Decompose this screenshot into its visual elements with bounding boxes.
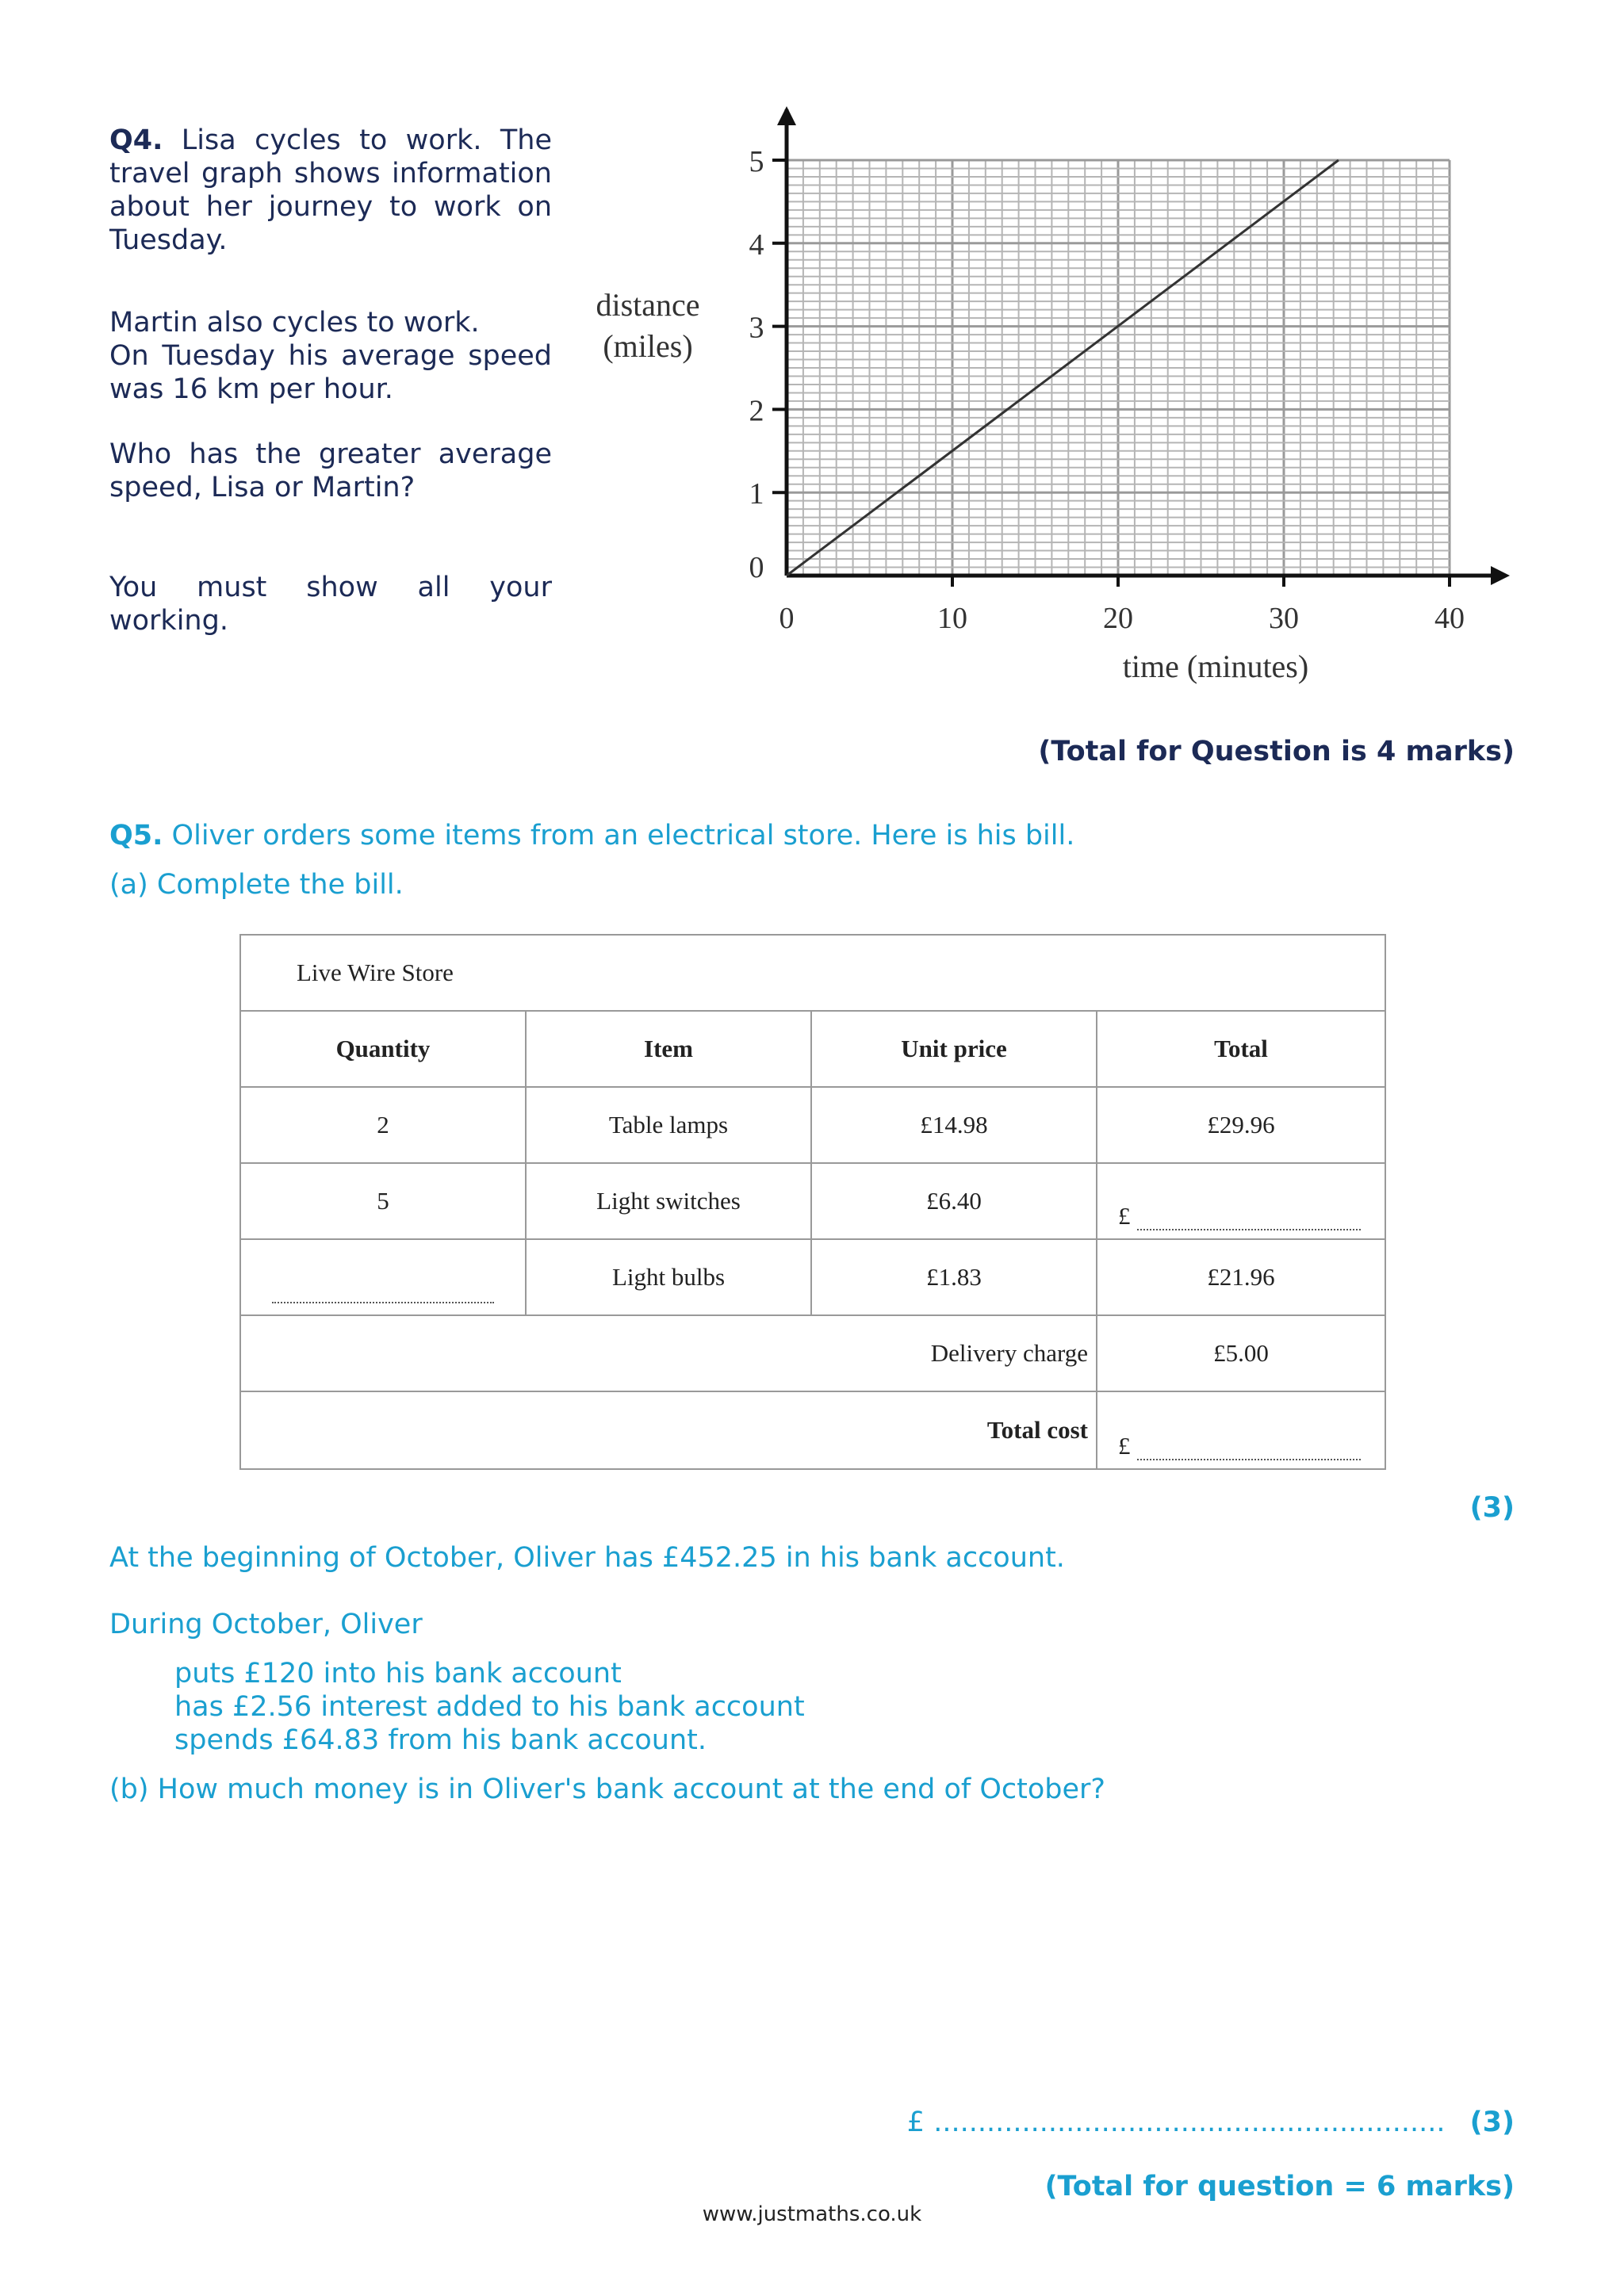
x-axis-label: time (minutes): [1122, 649, 1309, 684]
q5-total: (Total for question = 6 marks): [1044, 2171, 1515, 2202]
q4-instruction-text: You must show all your working.: [109, 572, 552, 637]
y-tick-label: 2: [749, 394, 764, 428]
bill-row2-total-answer[interactable]: [1096, 1162, 1386, 1240]
y-tick-label: 5: [749, 145, 764, 178]
q5-bank-line: At the beginning of October, Oliver has £452.25 in his bank account.: [109, 1542, 1065, 1574]
answer-dotted-line: [272, 1302, 494, 1303]
q5-marks-a: (3): [1469, 1492, 1515, 1524]
q5-during: During October, Oliver: [109, 1609, 423, 1640]
x-tick-label: 20: [1103, 602, 1133, 635]
q4-martin-line1: Martin also cycles to work.: [109, 307, 480, 339]
bill-row1-total: £29.96: [1096, 1086, 1386, 1164]
graph-grid: [787, 160, 1450, 576]
bill-store-name: Live Wire Store: [239, 934, 1386, 1012]
q5-bullets: [174, 1657, 805, 1757]
bill-delivery-value: £5.00: [1096, 1314, 1386, 1392]
bill-header-item: Item: [525, 1010, 812, 1088]
x-tick-label: 10: [937, 602, 967, 635]
bill-row3-item: Light bulbs: [525, 1238, 812, 1316]
q4-label: Q4.: [109, 124, 163, 156]
q4-martin-line2: On Tuesday his average speed was 16 km per hour.: [109, 340, 552, 405]
bill-table: [239, 934, 1386, 1473]
y-axis-label-line1: distance: [596, 287, 700, 323]
pound-sign: £: [1118, 1202, 1131, 1230]
bill-row1-unit-price: £14.98: [810, 1086, 1097, 1164]
q5-bullet-3: spends £64.83 from his bank account.: [174, 1724, 707, 1756]
bill-header-quantity: Quantity: [239, 1010, 527, 1088]
y-axis-arrow: [777, 106, 796, 125]
bill-total-cost-label: Total cost: [239, 1391, 1097, 1470]
y-axis-label-line2: (miles): [603, 328, 693, 364]
y-tick-label: 3: [749, 311, 764, 345]
bill-row1-quantity: 2: [239, 1086, 527, 1164]
bill-row2-quantity: 5: [239, 1162, 527, 1240]
q4-question: [109, 438, 552, 504]
bill-header-unit-price: Unit price: [810, 1010, 1097, 1088]
bill-header-total: Total: [1096, 1010, 1386, 1088]
q4-instruction: [109, 571, 552, 637]
answer-dotted-line: [1137, 1229, 1361, 1230]
travel-graph: [571, 101, 1515, 704]
bill-row3-unit-price: £1.83: [810, 1238, 1097, 1316]
bill-row1-item: Table lamps: [525, 1086, 812, 1164]
q4-intro-text: Lisa cycles to work. The travel graph shows information about her journey to work on Tuesday.: [109, 124, 552, 256]
bill-delivery-label: Delivery charge: [239, 1314, 1097, 1392]
bill-row3-quantity-answer[interactable]: [239, 1238, 527, 1316]
x-axis-arrow: [1491, 566, 1510, 585]
q5-part-b: (b) How much money is in Oliver's bank account at the end of October?: [109, 1774, 1105, 1805]
q4-total: (Total for Question is 4 marks): [1038, 736, 1515, 767]
answer-dots: ..........................................................: [933, 2107, 1446, 2138]
answer-pound-sign: £: [906, 2107, 925, 2138]
q4-intro: [109, 124, 552, 257]
bill-total-cost-answer[interactable]: [1096, 1391, 1386, 1470]
q5-intro: [109, 819, 1074, 852]
y-tick-label: 4: [749, 228, 764, 262]
y-tick-label: 1: [749, 477, 764, 511]
footer-url: www.justmaths.co.uk: [702, 2202, 922, 2226]
q4-question-text: Who has the greater average speed, Lisa or Martin?: [109, 438, 552, 503]
y-tick-label: 0: [749, 551, 764, 584]
q5-label: Q5.: [109, 820, 163, 851]
q5-part-a: (a) Complete the bill.: [109, 869, 404, 901]
pound-sign: £: [1118, 1432, 1131, 1460]
q5-bullet-1: puts £120 into his bank account: [174, 1658, 622, 1689]
q5-marks-b: (3): [1469, 2107, 1515, 2138]
q5-answer-line[interactable]: [907, 2106, 1515, 2139]
bill-row3-total: £21.96: [1096, 1238, 1386, 1316]
bill-row2-item: Light switches: [525, 1162, 812, 1240]
answer-dotted-line: [1137, 1459, 1361, 1460]
bill-row2-unit-price: £6.40: [810, 1162, 1097, 1240]
q5-bullet-2: has £2.56 interest added to his bank account: [174, 1691, 805, 1723]
q4-martin: [109, 306, 552, 406]
x-tick-label: 0: [779, 602, 795, 635]
x-tick-label: 40: [1434, 602, 1465, 635]
q5-intro-text: Oliver orders some items from an electrical store. Here is his bill.: [171, 820, 1075, 851]
x-tick-label: 30: [1269, 602, 1299, 635]
